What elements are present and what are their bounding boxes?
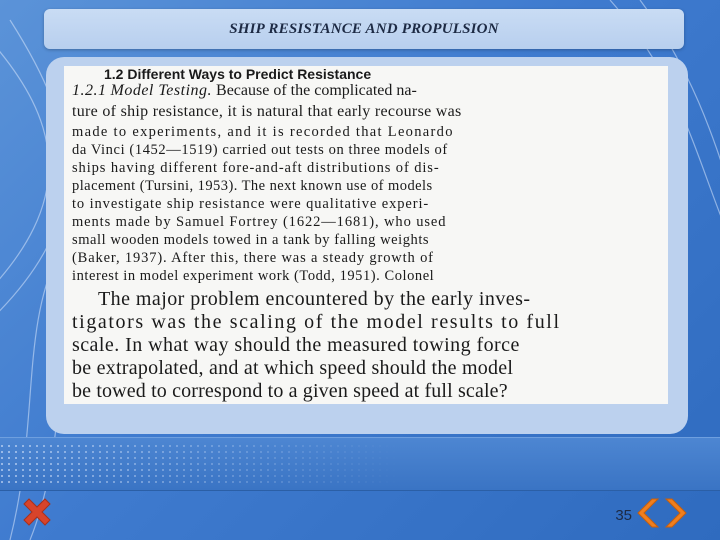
scanned-document-excerpt <box>64 66 668 404</box>
subsection-title: Model Testing. <box>110 82 213 99</box>
subsection-line <box>72 82 417 100</box>
text-line: ture of ship resistance, it is natural that early recourse was <box>72 103 462 120</box>
text-line: Because of the complicated na- <box>216 82 417 99</box>
text-line: da Vinci (1452—1519) carried out tests on three models of <box>72 142 448 158</box>
header-title-bar <box>44 9 684 49</box>
text-line: interest in model experiment work (Todd, 1951). Colonel <box>72 268 435 284</box>
section-heading: 1.2 Different Ways to Predict Resistance <box>104 66 372 82</box>
text-line: ments made by Samuel Fortrey (1622—1681), who used <box>72 214 447 230</box>
text-line: scale. In what way should the measured towing force <box>72 334 520 356</box>
text-line: small wooden models towed in a tank by falling weights <box>72 232 430 248</box>
text-line: be extrapolated, and at which speed should the model <box>72 357 514 379</box>
text-line: made to experiments, and it is recorded that Leonardo <box>72 124 454 140</box>
text-line: ships having different fore-and-aft distributions of dis- <box>72 160 440 176</box>
close-x-icon[interactable] <box>20 495 54 529</box>
text-line: tigators was the scaling of the model results to full <box>72 311 561 333</box>
text-line: The major problem encountered by the early inves- <box>98 288 531 310</box>
chevron-left-icon[interactable] <box>636 496 662 530</box>
text-line: to investigate ship resistance were qualitative experi- <box>72 196 430 212</box>
subsection-number: 1.2.1 <box>72 82 107 99</box>
text-line: be towed to correspond to a given speed at full scale? <box>72 380 508 402</box>
chevron-right-icon[interactable] <box>662 496 688 530</box>
page-title: SHIP RESISTANCE AND PROPULSION <box>229 20 499 37</box>
text-line: (Baker, 1937). After this, there was a steady growth of <box>72 250 434 266</box>
page-number: 35 <box>615 507 632 524</box>
text-line: placement (Tursini, 1953). The next known use of models <box>72 178 433 194</box>
dotted-pattern-decoration <box>0 444 400 484</box>
